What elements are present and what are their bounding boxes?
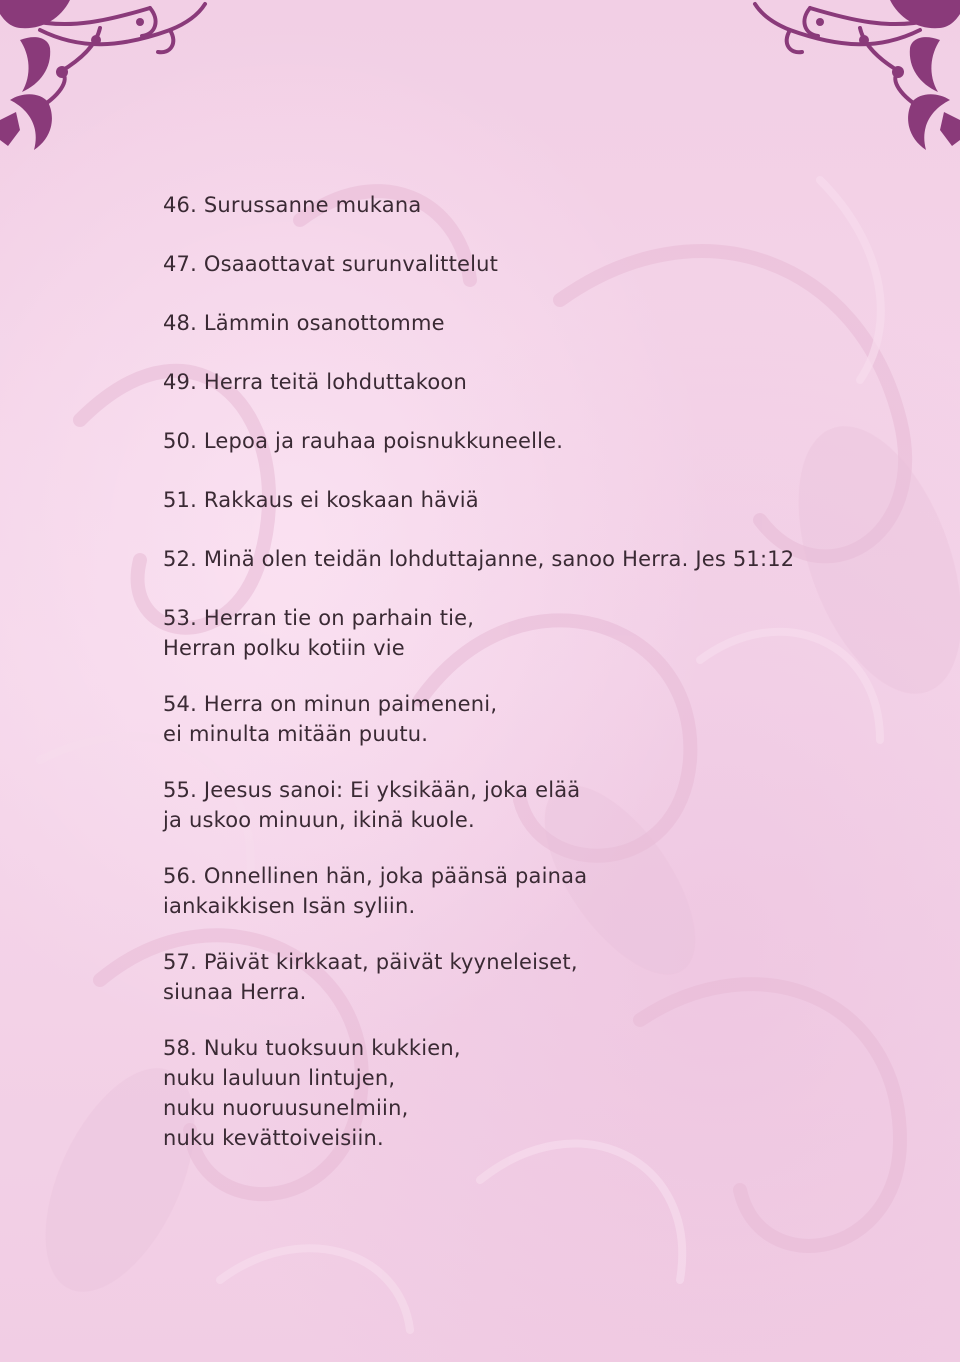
verse-entry — [163, 308, 883, 338]
verse-entry — [163, 190, 883, 220]
verse-line: Herran polku kotiin vie — [163, 636, 405, 660]
verse-entry — [163, 861, 883, 921]
verse-line: 46. Surussanne mukana — [163, 193, 422, 217]
verse-line: 58. Nuku tuoksuun kukkien, — [163, 1036, 461, 1060]
verse-line: 49. Herra teitä lohduttakoon — [163, 370, 467, 394]
verse-entry — [163, 367, 883, 397]
verse-line: 51. Rakkaus ei koskaan häviä — [163, 488, 479, 512]
verse-entry — [163, 947, 883, 1007]
verse-line: 57. Päivät kirkkaat, päivät kyyneleiset, — [163, 950, 578, 974]
verse-entry — [163, 249, 883, 279]
verse-line: nuku kevättoiveisiin. — [163, 1126, 384, 1150]
verse-entry — [163, 603, 883, 663]
verse-entry — [163, 775, 883, 835]
corner-ornament-right — [730, 0, 960, 160]
verse-line: siunaa Herra. — [163, 980, 307, 1004]
verse-list — [163, 190, 883, 1153]
verse-line: nuku lauluun lintujen, — [163, 1066, 396, 1090]
verse-line: 54. Herra on minun paimeneni, — [163, 692, 498, 716]
verse-line: nuku nuoruusunelmiin, — [163, 1096, 409, 1120]
verse-line: 55. Jeesus sanoi: Ei yksikään, joka elää — [163, 778, 581, 802]
corner-ornament-left — [0, 0, 230, 160]
verse-line: 48. Lämmin osanottomme — [163, 311, 445, 335]
verse-line: 47. Osaaottavat surunvalittelut — [163, 252, 499, 276]
verse-line: ja uskoo minuun, ikinä kuole. — [163, 808, 475, 832]
verse-entry — [163, 544, 883, 574]
verse-line: 56. Onnellinen hän, joka päänsä painaa — [163, 864, 588, 888]
verse-entry — [163, 689, 883, 749]
verse-line: 50. Lepoa ja rauhaa poisnukkuneelle. — [163, 429, 564, 453]
verse-line: 53. Herran tie on parhain tie, — [163, 606, 475, 630]
verse-line: 52. Minä olen teidän lohduttajanne, sanoo Herra. Jes 51:12 — [163, 547, 795, 571]
verse-entry — [163, 1033, 883, 1153]
verse-line: iankaikkisen Isän syliin. — [163, 894, 416, 918]
verse-entry — [163, 485, 883, 515]
verse-line: ei minulta mitään puutu. — [163, 722, 429, 746]
verse-entry — [163, 426, 883, 456]
